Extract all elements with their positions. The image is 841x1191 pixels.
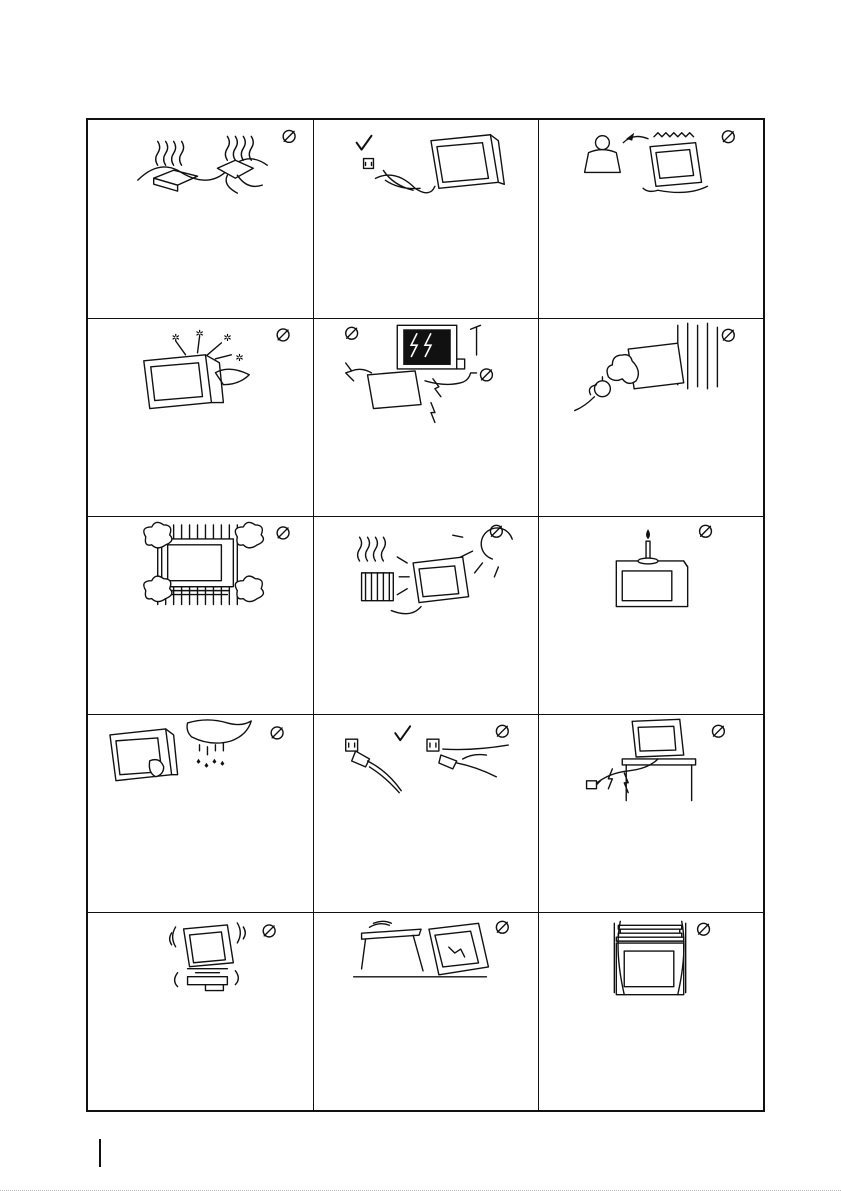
prohibition-icon <box>263 925 275 937</box>
prohibition-icon <box>496 725 508 737</box>
lightning-illustration <box>314 319 538 516</box>
svg-text:✲: ✲ <box>235 352 244 364</box>
check-icon <box>357 136 372 150</box>
cell-steam <box>538 318 763 516</box>
cell-candle <box>538 516 763 714</box>
prohibition-icon <box>722 131 734 143</box>
pull-plug-illustration <box>314 715 538 912</box>
cell-heat <box>313 516 538 714</box>
safety-illustration-grid <box>86 118 765 1112</box>
cell-do-not-open <box>538 120 763 318</box>
prohibition-icon <box>481 369 493 381</box>
prohibition-icon <box>283 130 295 142</box>
svg-text:✲: ✲ <box>195 328 204 340</box>
prohibition-icon <box>496 921 508 933</box>
svg-text:✲: ✲ <box>171 332 180 344</box>
prohibition-icon <box>490 525 502 537</box>
cell-cleaning <box>88 714 313 912</box>
cell-overloaded-outlet <box>88 120 313 318</box>
prohibition-icon <box>346 327 358 339</box>
wet-cleaning-illustration <box>88 715 313 912</box>
do-not-open-cabinet-illustration <box>539 120 763 318</box>
check-icon <box>395 726 410 740</box>
do-not-insert-objects-illustration <box>88 319 313 516</box>
prohibition-icon <box>722 329 734 341</box>
prohibition-icon <box>700 525 712 537</box>
page-margin-mark <box>99 1139 101 1167</box>
overloaded-outlet-illustration <box>88 120 313 318</box>
falling-tv-illustration <box>314 913 538 1110</box>
cell-damaged-cord <box>538 714 763 912</box>
cell-objects-on-top <box>538 912 763 1110</box>
prohibition-icon <box>271 727 283 739</box>
cell-unstable <box>88 912 313 1110</box>
steam-moisture-illustration <box>539 319 763 516</box>
candle-on-tv-illustration <box>539 517 763 714</box>
cell-unplug-tv <box>313 120 538 318</box>
cell-no-objects <box>88 318 313 516</box>
cell-lightning <box>313 318 538 516</box>
unstable-stand-illustration <box>88 913 313 1110</box>
cell-ventilation <box>88 516 313 714</box>
objects-on-top-illustration <box>539 913 763 1110</box>
svg-text:✲: ✲ <box>223 332 232 344</box>
damaged-cord-illustration <box>539 715 763 912</box>
prohibition-icon <box>698 923 710 935</box>
prohibition-icon <box>277 527 289 539</box>
prohibition-icon <box>277 329 289 341</box>
cell-pull-plug <box>313 714 538 912</box>
prohibition-icon <box>712 725 724 737</box>
cell-falling <box>313 912 538 1110</box>
heat-sunlight-illustration <box>314 517 538 714</box>
unplug-tv-illustration <box>314 120 538 318</box>
blocked-ventilation-illustration <box>88 517 313 714</box>
